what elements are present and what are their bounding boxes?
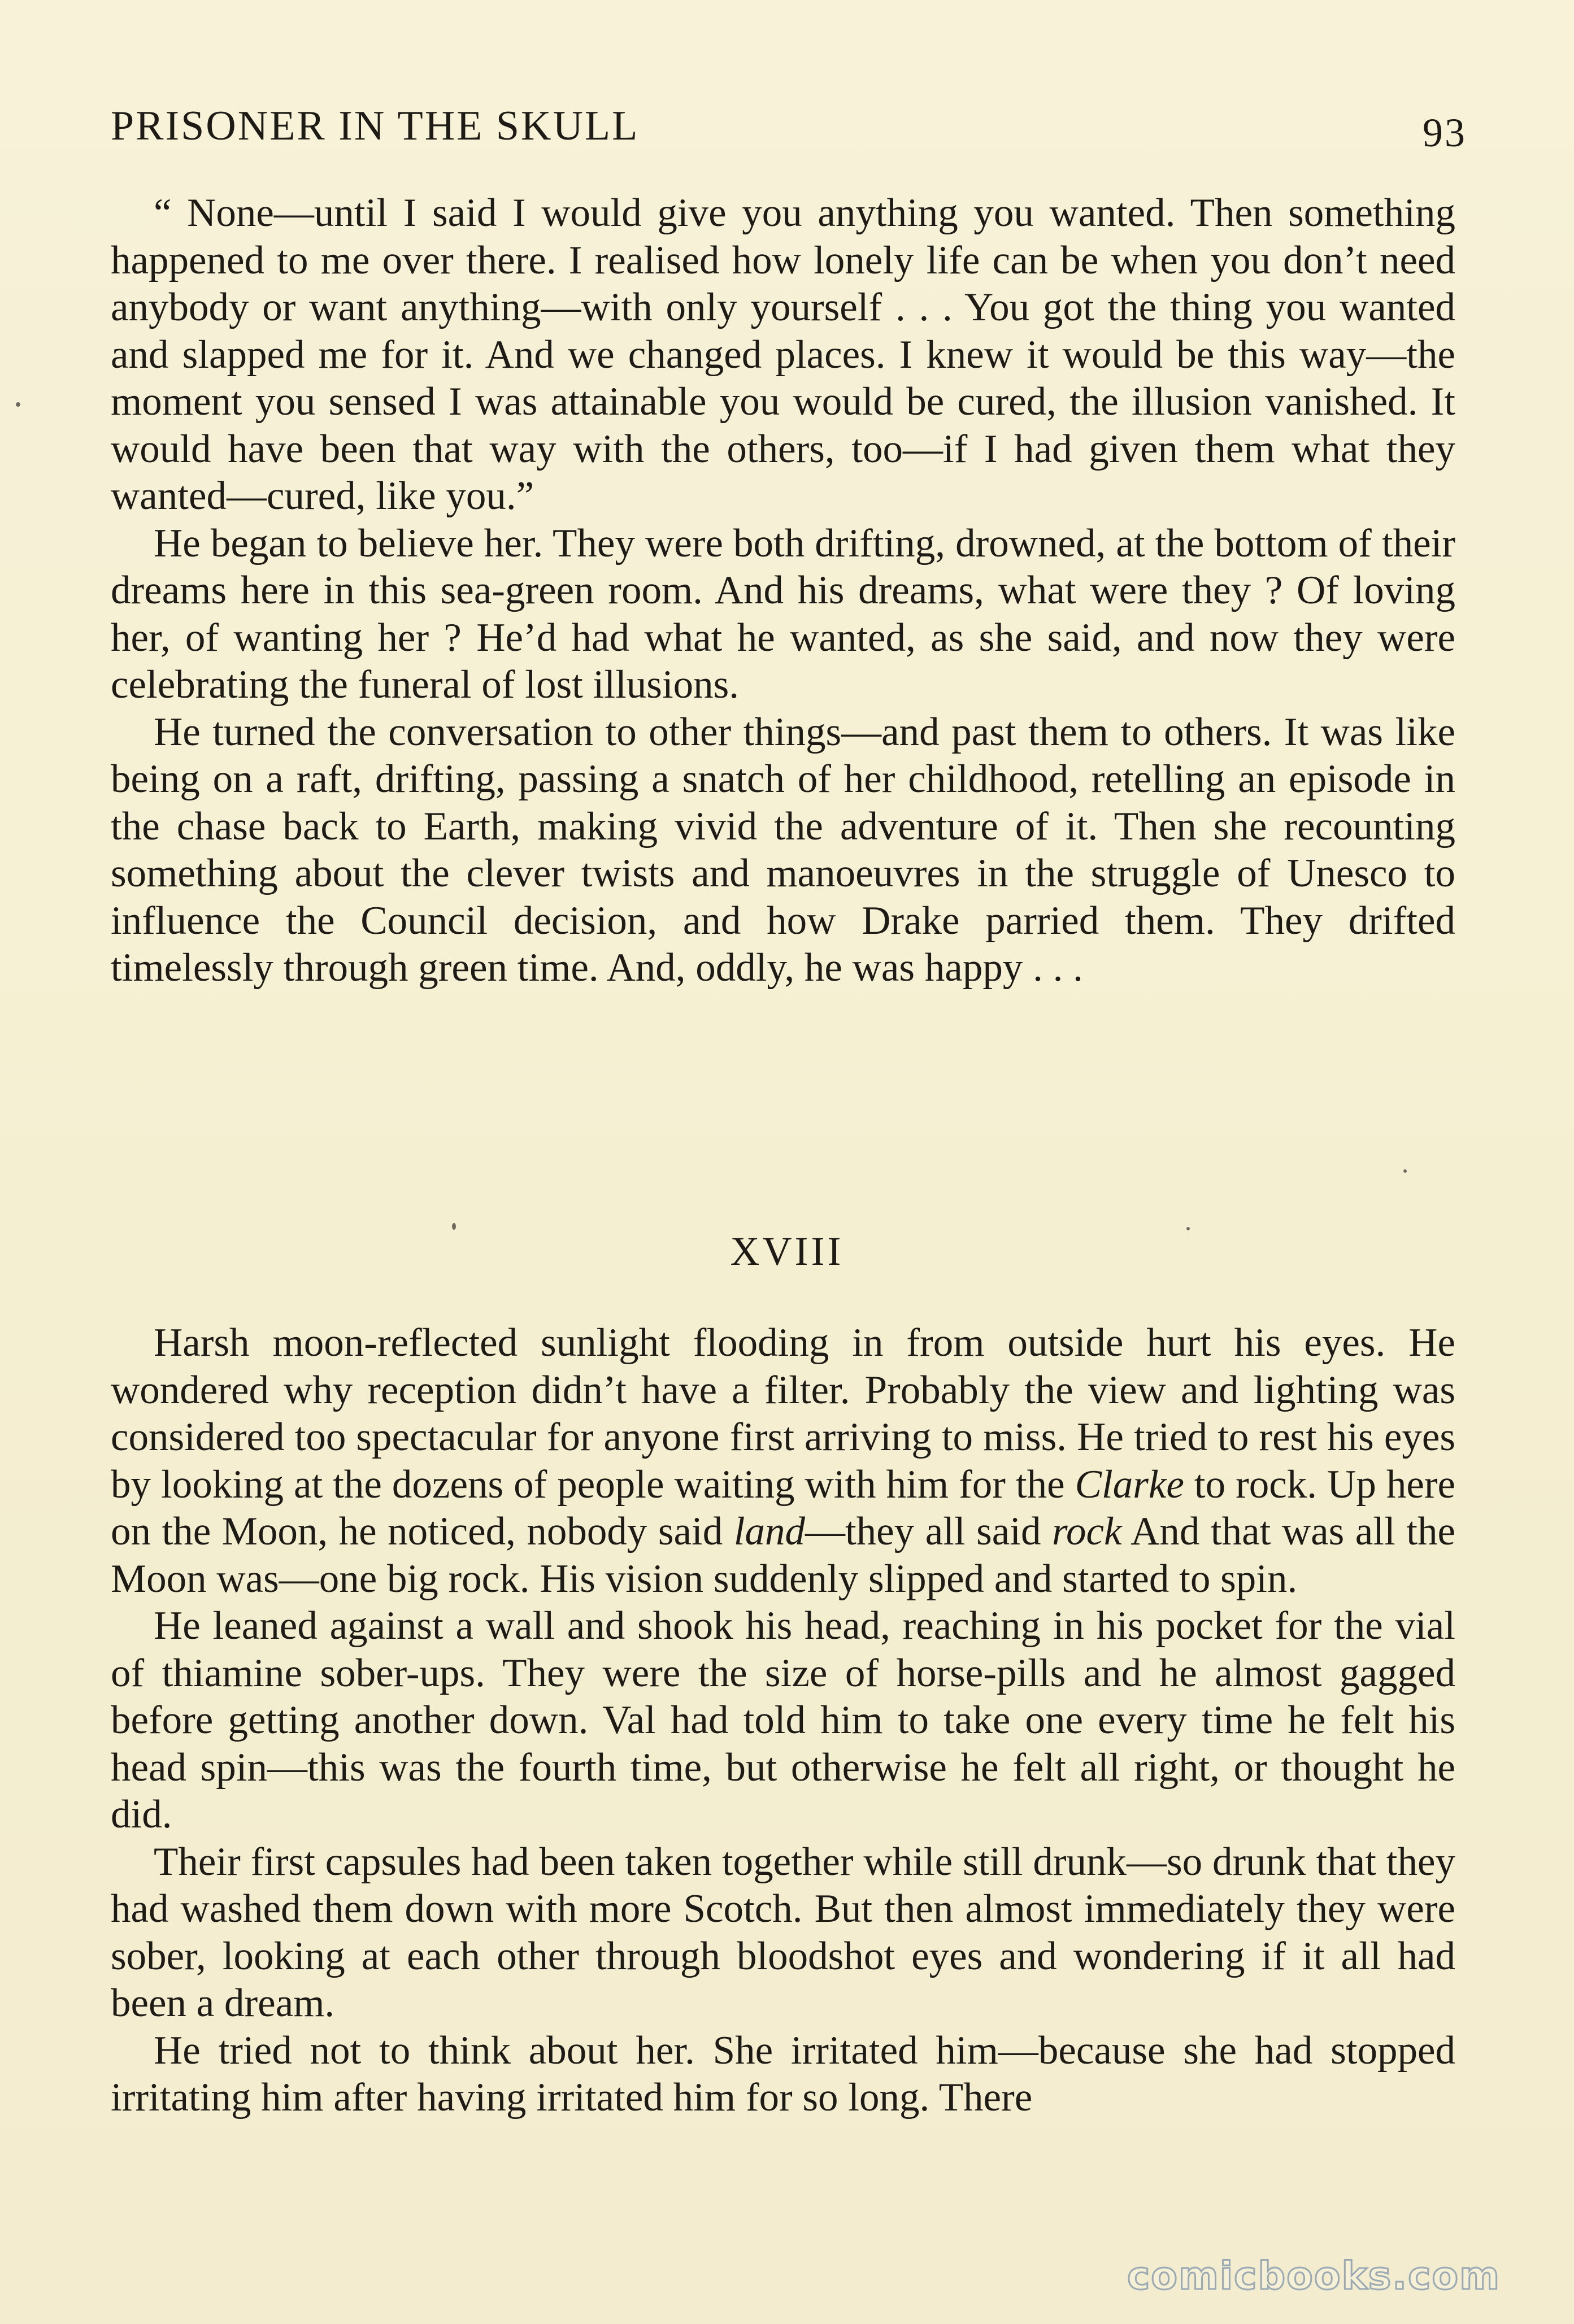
paper-speck (452, 1223, 456, 1230)
paragraph: He began to believe her. They were both drifting, drowned, at the bottom of their dreams here in this sea-green room. And his dreams, what were they ? Of loving her, of wanting her ? He’d had what he wanted, as she said, and now they were celebrating the funeral of lost illusions. (111, 521, 1455, 707)
paragraph: He tried not to think about her. She irritated him—because she had stopped irritating him after having irritated him for so long. There (111, 2028, 1455, 2120)
text-run: Harsh moon-reflected sunlight flooding in from outside hurt his eyes. He wondered why reception didn’t have a filter. Probably the view and lighting was considered too spectacular for anyone first arriving to miss. He tried to rest his eyes by looking at the dozens of people waiting with him for the (111, 1321, 1455, 1507)
page-number: 93 (1423, 110, 1467, 155)
text-run: —they all said (805, 1509, 1053, 1553)
running-head-title: PRISONER IN THE SKULL (111, 103, 640, 149)
ship-name-italic: Clarke (1075, 1462, 1184, 1507)
italic-word: land (733, 1509, 805, 1553)
running-head (111, 95, 1467, 157)
paper-speck (1403, 1169, 1407, 1173)
paragraph (111, 1320, 1455, 1603)
paragraph: He turned the conversation to other things—and past them to others. It was like being on a raft, drifting, passing a snatch of her childhood, retelling an episode in the chase back to Earth, making vivid the adventure of it. Then she recounting something about the clever twists and manoeuvres in the struggle of Unesco to influence the Council decision, and how Drake parried them. They drifted timelessly through green time. And, oddly, he was happy . . . (111, 710, 1455, 990)
paragraph: Their first capsules had been taken together while still drunk—so drunk that they had washed them down with more Scotch. But then almost immediately they were sober, looking at each other through bloodshot eyes and wondering if it all had been a dream. (111, 1839, 1455, 2025)
watermark: comicbooks.com (1127, 2254, 1501, 2299)
italic-word: rock (1052, 1509, 1122, 1553)
text-run: to rock. Up here on the Moon, he noticed, nobody said (111, 1462, 1456, 1553)
section-two-text (111, 1320, 1455, 2122)
paragraph: He leaned against a wall and shook his head, reaching in his pocket for the vial of thiamine sober-ups. They were the size of horse-pills and he almost gagged before getting another down. Val had told him to take one every time he felt his head spin—this was the fourth time, but otherwise he felt all right, or thought he did. (111, 1604, 1455, 1836)
paper-speck (16, 402, 20, 407)
text-run: And that was all the Moon was—one big rock. His vision suddenly slipped and started to spin. (111, 1509, 1455, 1601)
chapter-heading: XVIII (730, 1229, 844, 1274)
paper-speck (1186, 1227, 1190, 1230)
paragraph: “ None—until I said I would give you anything you wanted. Then something happened to me over there. I realised how lonely life can be when you don’t need anybody or want anything—with only yourself . . . You got the thing you wanted and slapped me for it. And we changed places. I knew it would be this way—the moment you sensed I was attainable you would be cured, the illusion vanished. It would have been that way with the others, too—if I had given them what they wanted—cured, like you.” (111, 191, 1455, 518)
section-one-text (111, 190, 1455, 992)
